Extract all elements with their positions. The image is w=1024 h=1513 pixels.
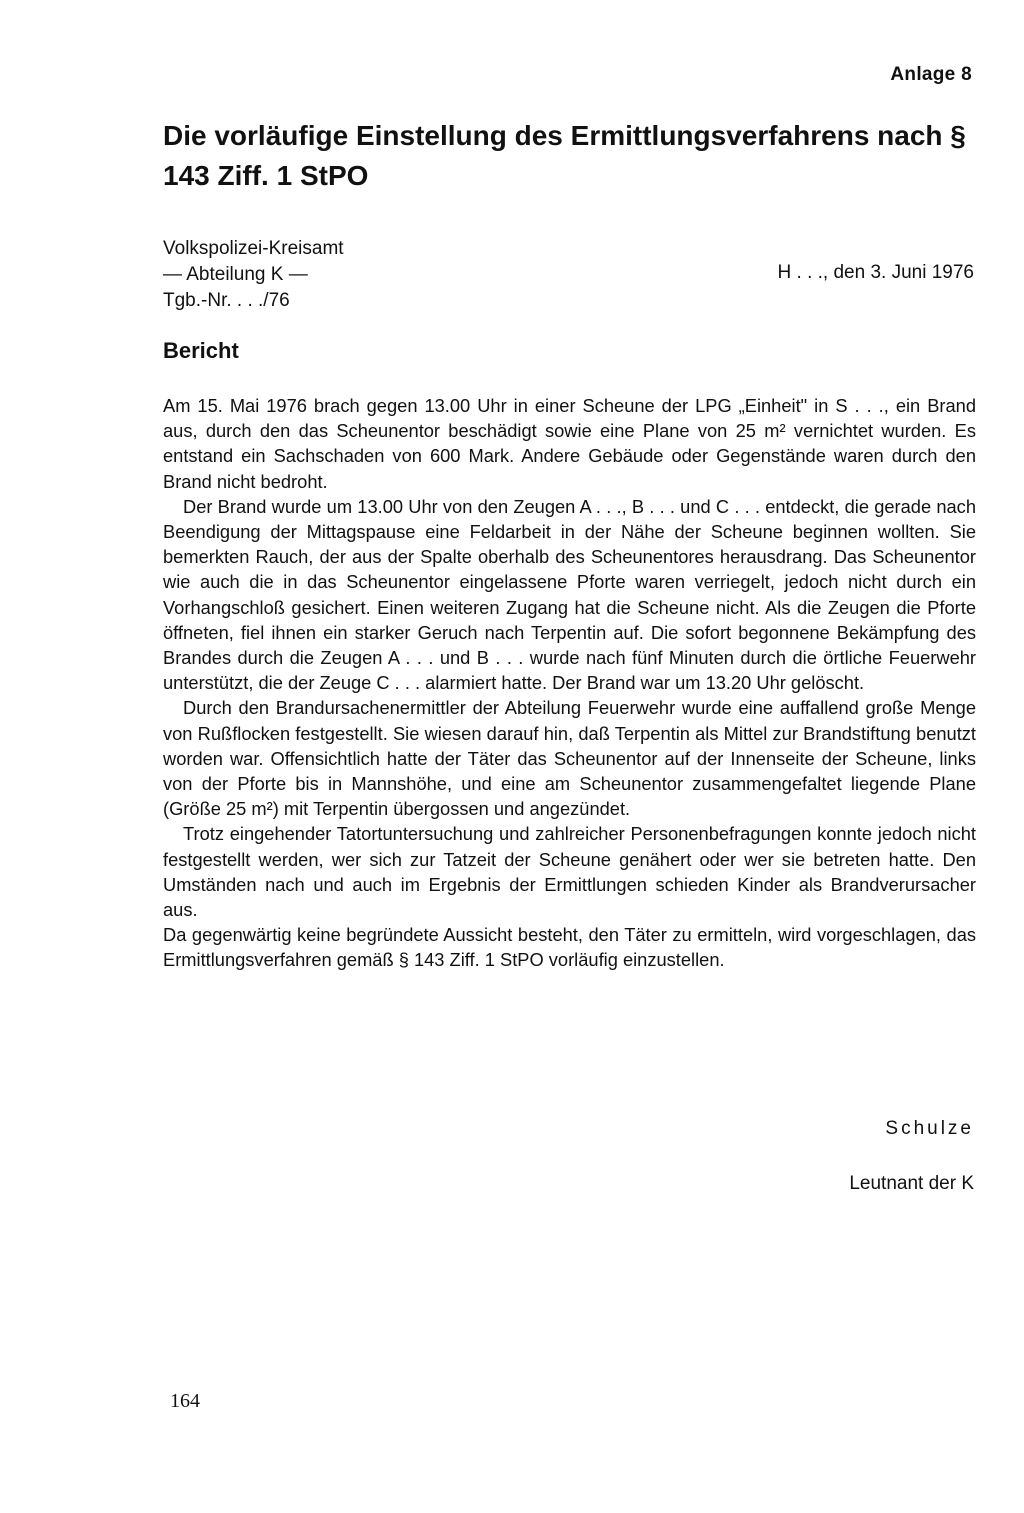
sender-office: Volkspolizei-Kreisamt (163, 238, 344, 259)
report-paragraph: Am 15. Mai 1976 brach gegen 13.00 Uhr in einer Scheune der LPG „Einheit" in S . . ., ein Brand aus, durch den das Scheunentor beschädigt sowie eine Plane von 25 m² vernichtet wurden. Es entstand ein Sachschaden von 600 Mark. Andere Gebäude oder Gegenstände waren durch den Brand nicht bedroht. (163, 395, 976, 492)
report-body (163, 393, 976, 973)
signature-name: Schulze (885, 1118, 974, 1139)
document-title: Die vorläufige Einstellung des Ermittlungsverfahrens nach § 143 Ziff. 1 StPO (163, 120, 966, 191)
report-paragraph: Der Brand wurde um 13.00 Uhr von den Zeugen A . . ., B . . . und C . . . entdeckt, die gerade nach Beendigung der Mittagspause eine Feldarbeit in der Nähe der Scheune beginnen wollten. Sie bemerkten Rauch, der aus der Spalte oberhalb des Scheunentores herausdrang. Das Scheunentor wie auch die in das Scheunentor eingelassene Pforte waren verriegelt, jedoch nicht durch ein Vorhangschloß gesichert. Einen weiteren Zugang hat die Scheune nicht. Als die Zeugen die Pforte öffneten, fiel ihnen ein starker Geruch nach Terpentin auf. Die sofort begonnene Bekämpfung des Brandes durch die Zeugen A . . . und B . . . wurde nach fünf Minuten durch die örtliche Feuerwehr unterstützt, die der Zeuge C . . . alarmiert hatte. Der Brand war um 13.20 Uhr gelöscht. (163, 495, 976, 694)
place-date-line: H . . ., den 3. Juni 1976 (777, 262, 974, 283)
report-paragraph: Durch den Brandursachenermittler der Abteilung Feuerwehr wurde eine auffallend große Menge von Rußflocken festgestellt. Sie wiesen darauf hin, daß Terpentin als Mittel zur Brandstiftung benutzt worden war. Offensichtlich hatte der Täter das Scheunentor auf der Innenseite der Scheune, links von der Pforte bis in Mannshöhe, und eine am Scheunentor zusammengefaltet liegende Plane (Größe 25 m²) mit Terpentin übergossen und angezündet. (163, 697, 976, 820)
sender-department: — Abteilung K — (163, 264, 308, 285)
report-heading: Bericht (163, 338, 239, 363)
report-paragraph: Trotz eingehender Tatortuntersuchung und zahlreicher Personenbefragungen konnte jedoch nicht festgestellt werden, wer sich zur Tatzeit der Scheune genähert oder wer sie betreten hatte. Den Umständen nach und auch im Ergebnis der Ermittlungen schieden Kinder als Brandverursacher aus. (163, 823, 976, 921)
report-paragraph: Da gegenwärtig keine begründete Aussicht besteht, den Täter zu ermitteln, wird vorgeschlagen, das Ermittlungsverfahren gemäß § 143 Ziff. 1 StPO vorläufig einzustellen. (163, 924, 976, 971)
page-number: 164 (170, 1390, 200, 1412)
signature-rank: Leutnant der K (849, 1173, 974, 1194)
sender-block (163, 236, 344, 314)
annex-label: Anlage 8 (890, 64, 972, 85)
sender-reference-number: Tgb.-Nr. . . ./76 (163, 290, 290, 311)
